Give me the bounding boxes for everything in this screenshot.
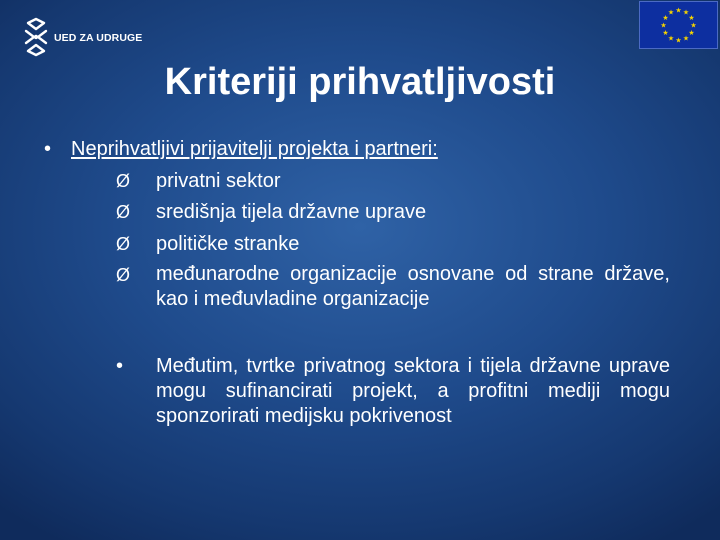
- list-item: privatni sektor: [156, 170, 281, 192]
- eu-star-icon: ★: [682, 9, 690, 17]
- arrow-bullet-icon: Ø: [116, 265, 131, 285]
- list-item: središnja tijela državne uprave: [156, 201, 427, 223]
- list-heading: Neprihvatljivi prijavitelji projekta i partneri:: [71, 138, 438, 160]
- list-item: političke stranke: [156, 233, 300, 255]
- eu-star-icon: ★: [662, 15, 669, 22]
- eu-star-icon: ★: [688, 15, 695, 22]
- eu-star-icon: ★: [667, 9, 675, 17]
- bullet-glyph: •: [116, 355, 124, 377]
- arrow-bullet-icon: Ø: [116, 202, 131, 222]
- slide-title: Kriteriji prihvatljivosti: [164, 61, 556, 103]
- eu-flag-icon: [639, 1, 718, 49]
- arrow-bullet-icon: Ø: [116, 234, 131, 254]
- eu-star-icon: ★: [660, 22, 667, 30]
- eu-star-icon: ★: [688, 30, 695, 37]
- note-paragraph: Međutim, tvrtke privatnog sektora i tijela državne uprave mogu sufinancirati projekt, a profitni mediji mogu sponzorirati medijsku pokrivenost: [156, 355, 670, 427]
- eu-star-icon: ★: [682, 35, 690, 43]
- arrow-bullet-icon: Ø: [116, 171, 131, 191]
- bullet-glyph: •: [44, 138, 52, 160]
- eu-star-icon: ★: [667, 35, 675, 43]
- organization-logo: [22, 16, 142, 58]
- eu-star-icon: ★: [675, 7, 682, 15]
- eu-star-icon: ★: [662, 30, 669, 37]
- ured-za-udruge-logo-icon: [22, 17, 50, 57]
- eu-star-icon: ★: [675, 37, 682, 45]
- logo-text: UED ZA UDRUGE: [54, 32, 143, 44]
- list-item: međunarodne organizacije osnovane od strane države, kao i međuvladine organizacije: [156, 263, 670, 310]
- eu-star-icon: ★: [690, 22, 697, 30]
